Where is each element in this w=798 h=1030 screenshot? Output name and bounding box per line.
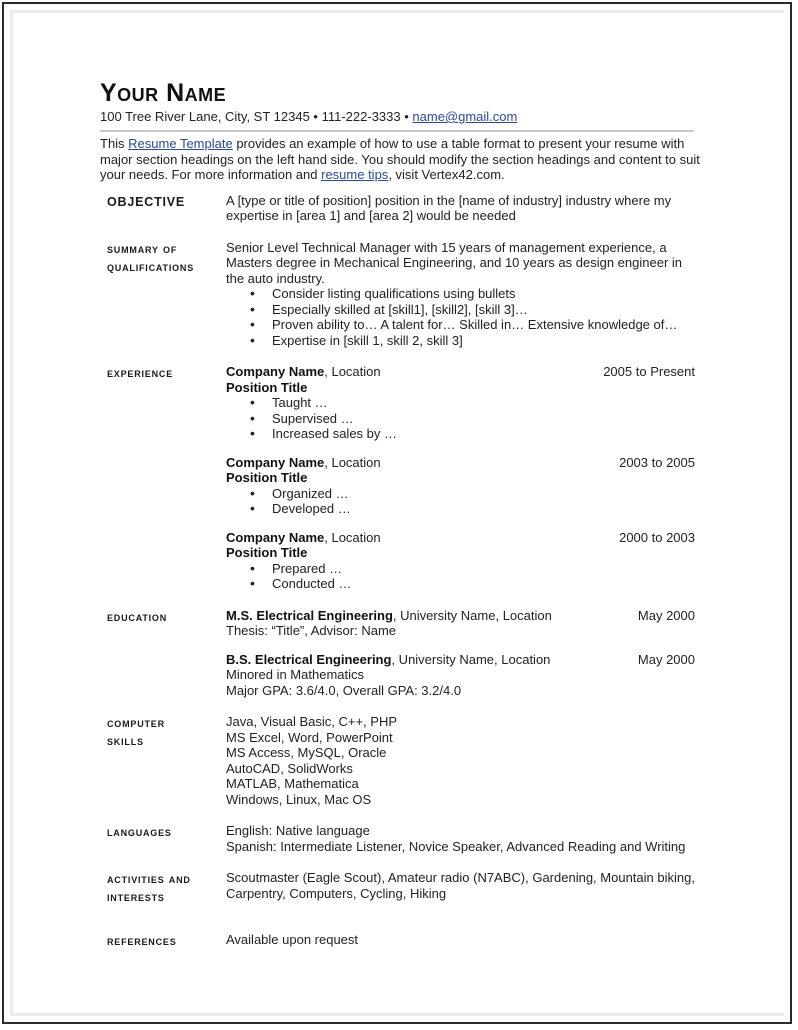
references-text: Available upon request: [226, 932, 359, 947]
language-line: English: Native language: [226, 823, 370, 838]
objective-text: A [type or title of position] position in the [name of industry] industry where my expertise in [area 1] and [area 2] would be needed: [226, 192, 672, 223]
resume-tips-link[interactable]: resume tips: [321, 167, 389, 182]
list-item: • Organized …: [272, 486, 700, 502]
resume-sections: [100, 193, 700, 951]
header-divider: [100, 130, 694, 132]
list-item: • Developed …: [272, 501, 700, 517]
separator: •: [309, 109, 322, 124]
section-summary: [100, 240, 700, 349]
education-detail: Thesis: “Title”, Advisor: Name: [226, 623, 397, 638]
education-detail: Major GPA: 3.6/4.0, Overall GPA: 3.2/4.0: [226, 682, 462, 698]
skills-line: Windows, Linux, Mac OS: [226, 791, 372, 807]
skills-line: AutoCAD, SolidWorks: [226, 760, 353, 776]
list-item: • Expertise in [skill 1, skill 2, skill 3]: [272, 333, 700, 349]
email-link[interactable]: name@gmail.com: [412, 109, 518, 124]
intro-paragraph: [100, 136, 700, 183]
resume-document: [100, 78, 700, 963]
section-heading: computer skills: [107, 716, 165, 748]
company-location: , Location: [324, 454, 381, 470]
language-line: Spanish: Intermediate Listener, Novice Speaker, Advanced Reading and Writing: [226, 838, 686, 854]
degree: B.S. Electrical Engineering: [226, 651, 392, 667]
skills-line: MATLAB, Mathematica: [226, 776, 359, 791]
company-name: Company Name: [226, 364, 325, 379]
section-education: [100, 608, 700, 699]
skills-line: MS Access, MySQL, Oracle: [226, 745, 387, 760]
list-item: • Prepared …: [272, 561, 700, 577]
company-name: Company Name: [226, 454, 325, 470]
intro-text: This: [100, 136, 129, 151]
experience-entry: [226, 364, 700, 442]
list-item: • Consider listing qualifications using bullets: [272, 286, 700, 302]
position-title: Position Title: [226, 545, 308, 560]
education-detail: Minored in Mathematics: [226, 667, 364, 682]
list-item: • Increased sales by …: [272, 426, 700, 442]
list-item: • Especially skilled at [skill1], [skill2], [skill 3]…: [272, 302, 700, 318]
degree: M.S. Electrical Engineering: [226, 607, 393, 623]
section-heading: references: [107, 934, 177, 948]
list-item: • Taught …: [272, 395, 700, 411]
section-languages: [100, 823, 700, 854]
employment-dates: 2005 to Present: [603, 364, 695, 379]
position-title: Position Title: [226, 470, 308, 485]
graduation-date: May 2000: [637, 651, 695, 667]
resume-template-link[interactable]: Resume Template: [128, 136, 233, 151]
employment-dates: 2003 to 2005: [619, 454, 695, 470]
list-item: • Proven ability to… A talent for… Skilled in… Extensive knowledge of…: [272, 317, 700, 333]
experience-entry: [226, 530, 700, 592]
summary-text: Senior Level Technical Manager with 15 years of management experience, a Masters degree in Mechanical Engineering, and 10 years as design engineer in the auto industry.: [226, 239, 683, 286]
separator: •: [400, 109, 413, 124]
section-heading: education: [107, 609, 168, 624]
education-entry: [226, 608, 700, 639]
section-heading: activities and interests: [107, 872, 191, 904]
company-name: Company Name: [226, 529, 325, 545]
contact-line: [100, 108, 700, 125]
intro-text: , visit Vertex42.com.: [388, 167, 505, 182]
intro-text: provides an example of how to use a table format to present your resume with major section headings on the left hand side. You should modify the section headings and content to suit your needs. For more information and: [100, 136, 700, 182]
school: , University Name, Location: [392, 607, 552, 623]
section-experience: [100, 364, 700, 592]
school: , University Name, Location: [391, 651, 551, 667]
list-item: • Conducted …: [272, 576, 700, 592]
section-objective: [100, 193, 700, 224]
section-activities: [100, 870, 700, 906]
skills-line: MS Excel, Word, PowerPoint: [226, 729, 393, 745]
section-computer-skills: [100, 714, 700, 807]
section-heading: OBJECTIVE: [107, 194, 186, 209]
section-heading: experience: [107, 366, 174, 380]
company-location: , Location: [324, 364, 381, 379]
list-item: • Supervised …: [272, 411, 700, 427]
graduation-date: May 2000: [637, 607, 695, 623]
activities-text: Scoutmaster (Eagle Scout), Amateur radio (N7ABC), Gardening, Mountain biking, Carpentry, Computers, Cycling, Hiking: [226, 870, 695, 901]
resume-name: Your Name: [100, 79, 227, 107]
section-references: [100, 932, 700, 950]
skills-line: Java, Visual Basic, C++, PHP: [226, 714, 398, 729]
phone: 111-222-3333: [321, 109, 401, 124]
education-entry: [226, 652, 700, 699]
company-location: , Location: [324, 529, 381, 545]
summary-bullets: [226, 286, 700, 348]
employment-dates: 2000 to 2003: [619, 529, 695, 545]
section-heading: languages: [107, 825, 172, 839]
experience-entry: [226, 455, 700, 517]
section-heading: summary of qualifications: [107, 241, 195, 274]
address: 100 Tree River Lane, City, ST 12345: [100, 109, 310, 124]
position-title: Position Title: [226, 379, 308, 395]
